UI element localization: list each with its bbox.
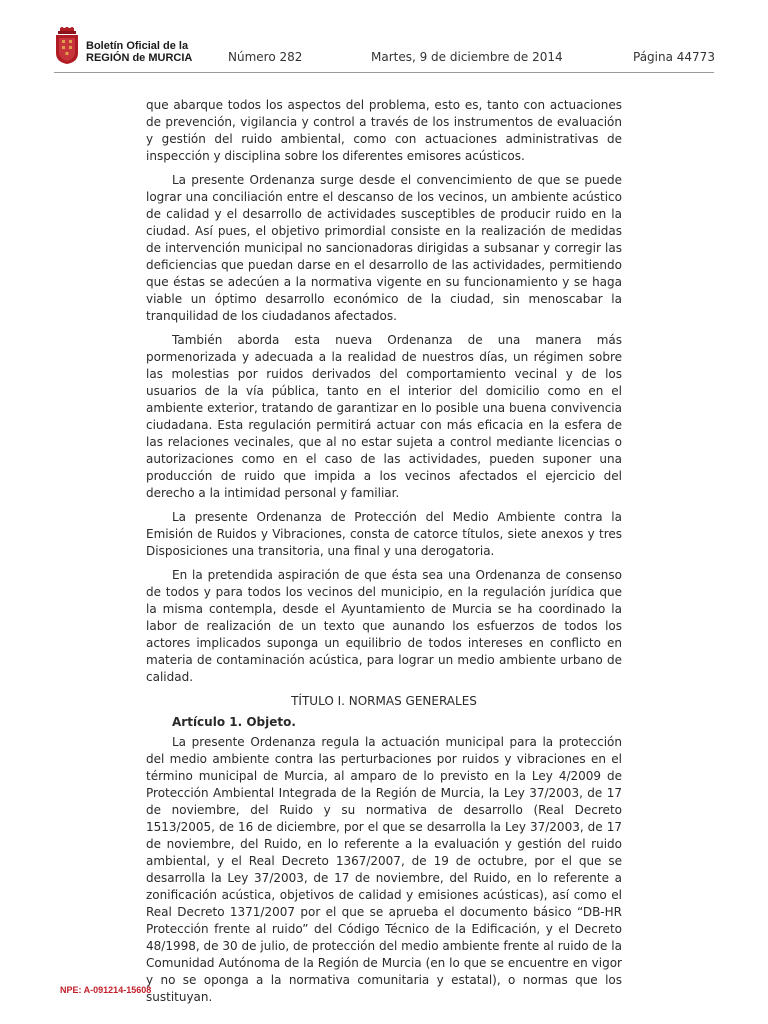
paragraph: En la pretendida aspiración de que ésta sea una Ordenanza de consenso de todos y para todos los vecinos del municipio, en la regulación jurídica que la misma contempla, desde el Ayuntamiento de Murcia se ha coordinado la labor de realización de un texto que aunando los esfuerzos de todos los actores implicados suponga un equilibrio de todos intereses en conflicto en materia de contaminación acústica, para lograr un medio ambiente urbano de calidad. — [146, 568, 622, 684]
issue-number: Número 282 — [228, 50, 303, 64]
publication-line-1: Boletín Oficial de la — [86, 40, 189, 52]
paragraph: que abarque todos los aspectos del problema, esto es, tanto con actuaciones de prevención, vigilancia y control a través de los instrumentos de evaluación y gestión del ruido ambiental, como con actuaciones administrativas de inspección y disciplina sobre los diferentes emisores acústicos. — [146, 98, 622, 163]
npe-footer: NPE: A-091214-15608 — [60, 985, 152, 995]
paragraph: La presente Ordenanza regula la actuación municipal para la protección del medio ambiente contra las perturbaciones por ruidos y vibraciones en el término municipal de Murcia, al amparo de lo previsto en la Ley 4/2009 de Protección Ambiental Integrada de la Región de Murcia, la Ley 37/2003, de 17 de noviembre, del Ruido y su normativa de desarrollo (Real Decreto 1513/2005, de 16 de diciembre, por el que se desarrolla la Ley 37/2003, de 17 de noviembre, del Ruido, en lo referente a la evaluación y gestión del ruido ambiental, y el Real Decreto 1367/2007, de 19 de octubre, por el que se desarrolla la Ley 37/2003, de 17 de noviembre, del Ruido, en lo referente a zonificación acústica, objetivos de calidad y emisiones acústicas), así como el Real Decreto 1371/2007 por el que se aprueba el documento básico “DB-HR Protección frente al ruido” del Código Técnico de la Edificación, y el Decreto 48/1998, de 30 de julio, de protección del medio ambiente frente al ruido de la Comunidad Autónoma de la Región de Murcia (en lo que se encuentre en vigor y no se oponga a la normativa comunitaria y estatal), o normas que los sustituyan. — [146, 735, 622, 1004]
document-body — [146, 97, 622, 1013]
publication-line-2: REGIÓN de MURCIA — [86, 52, 193, 64]
article-heading: Artículo 1. Objeto. — [172, 715, 296, 729]
issue-date: Martes, 9 de diciembre de 2014 — [371, 50, 563, 64]
paragraph: La presente Ordenanza de Protección del Medio Ambiente contra la Emisión de Ruidos y Vibraciones, consta de catorce títulos, siete anexos y tres Disposiciones una transitoria, una final y una derogatoria. — [146, 510, 622, 558]
header-divider — [54, 72, 714, 73]
page-header — [0, 0, 768, 80]
section-title: TÍTULO I. NORMAS GENERALES — [291, 694, 477, 708]
paragraph: También aborda esta nueva Ordenanza de una manera más pormenorizada y adecuada a la realidad de nuestros días, un régimen sobre las molestias por ruidos derivados del comportamiento vecinal y de los usuarios de la vía pública, tanto en el interior del domicilio como en el ambiente exterior, tratando de garantizar en lo posible una buena convivencia ciudadana. Esta regulación permitirá actuar con más eficacia en la esfera de las relaciones vecinales, que al no estar sujeta a control mediante licencias o autorizaciones como en el caso de las actividades, pueden suponer una producción de ruido que impida a los vecinos afectados el ejercicio del derecho a la intimidad personal y familiar. — [146, 333, 622, 500]
publication-name — [86, 40, 192, 64]
page-number: Página 44773 — [633, 50, 715, 64]
paragraph: La presente Ordenanza surge desde el convencimiento de que se puede lograr una conciliación entre el descanso de los vecinos, un ambiente acústico de calidad y el desarrollo de actividades susceptibles de producir ruido en la ciudad. Así pues, el objetivo primordial consiste en la realización de medidas de intervención municipal no sancionadoras dirigidas a subsanar y corregir las deficiencias que puedan darse en el desarrollo de las actividades, permitiendo que éstas se adecúen a la normativa vigente en su funcionamiento y se haga viable un óptimo desarrollo económico de la ciudad, sin menoscabar la tranquilidad de los ciudadanos afectados. — [146, 173, 622, 323]
coat-of-arms-icon — [54, 27, 80, 65]
